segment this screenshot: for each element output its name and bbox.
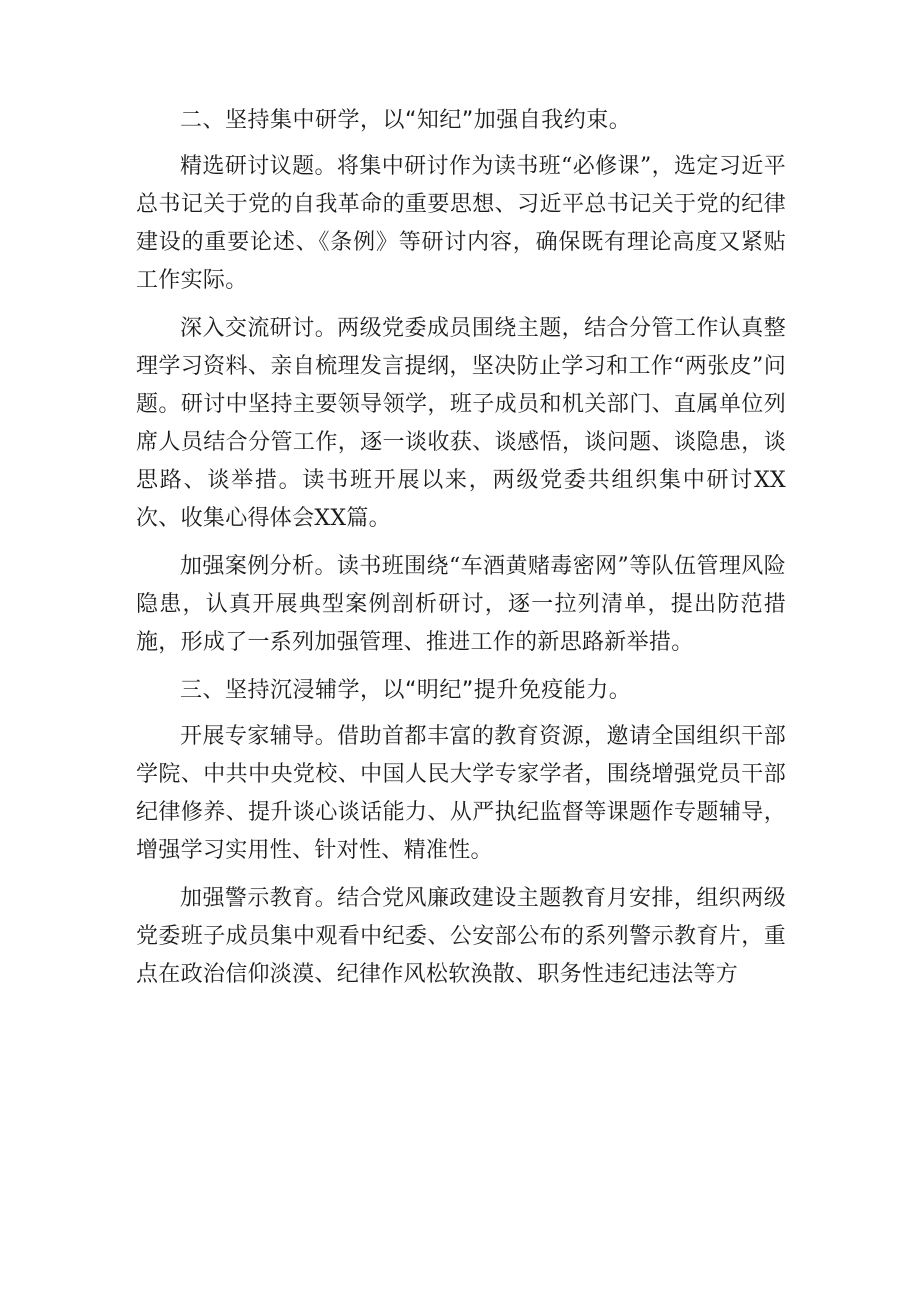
document-body [136,102,786,1004]
paragraph-expert-guidance: 开展专家辅导。借助首都丰富的教育资源，邀请全国组织干部学院、中共中央党校、中国人民大学专家学者，围绕增强党员干部纪律修养、提升谈心谈话能力、从严执纪监督等课题作专题辅导，增强学习实用性、针对性、精准性。 [136,724,786,863]
paragraph-topic-selection: 精选研讨议题。将集中研讨作为读书班“必修课”，选定习近平总书记关于党的自我革命的重要思想、习近平总书记关于党的纪律建设的重要论述、《条例》等研讨内容，确保既有理论高度又紧贴工作实际。 [136,154,786,293]
section-three [136,672,786,994]
section-heading: 三、坚持沉浸辅学，以“明纪”提升免疫能力。 [180,678,632,703]
section-heading: 二、坚持集中研学，以“知纪”加强自我约束。 [180,108,632,133]
paragraph-discussion: 深入交流研讨。两级党委成员围绕主题，结合分管工作认真整理学习资料、亲自梳理发言提纲，坚决防止学习和工作“两张皮”问题。研讨中坚持主要领导领学，班子成员和机关部门、直属单位列席人员结合分管工作，逐一谈收获、谈感悟，谈问题、谈隐患，谈思路、谈举措。读书班开展以来，两级党委共组织集中研讨XX次、收集心得体会XX篇。 [136,316,786,531]
paragraph-warning-education: 加强警示教育。结合党风廉政建设主题教育月安排，组织两级党委班子成员集中观看中纪委、公安部公布的系列警示教育片，重点在政治信仰淡漠、纪律作风松软涣散、职务性违纪违法等方 [136,886,786,987]
paragraph-case-analysis: 加强案例分析。读书班围绕“车酒黄赌毒密网”等队伍管理风险隐患，认真开展典型案例剖析研讨，逐一拉列清单，提出防范措施，形成了一系列加强管理、推进工作的新思路新举措。 [136,554,786,655]
section-two [136,102,786,662]
